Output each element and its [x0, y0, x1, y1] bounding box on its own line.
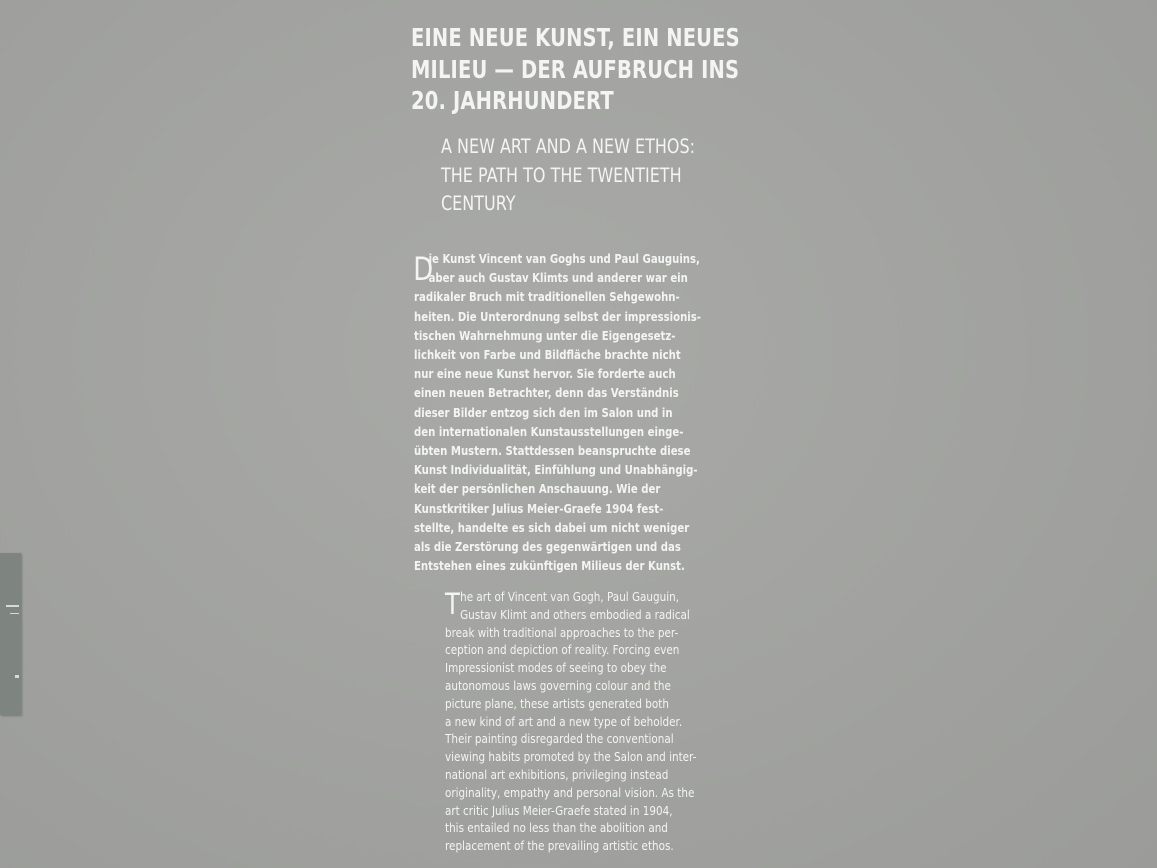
title-line: 20. JAHRHUNDERT: [411, 86, 614, 115]
english-line: break with traditional approaches to the per-: [445, 624, 679, 640]
german-line: Entstehen eines zukünftigen Milieus der Kunst.: [414, 558, 685, 574]
german-dropcap: D: [413, 250, 434, 288]
panel-text-mark: [6, 605, 19, 607]
english-dropcap: T: [445, 587, 460, 621]
english-line: national art exhibitions, privileging instead: [445, 766, 669, 782]
german-paragraph: [414, 249, 730, 575]
english-line: a new kind of art and a new type of beholder.: [445, 713, 683, 729]
german-line: Kunstkritiker Julius Meier-Graefe 1904 fest-: [414, 500, 664, 516]
title-line: EINE NEUE KUNST, EIN NEUES: [411, 23, 740, 52]
german-line: keit der persönlichen Anschauung. Wie der: [414, 481, 661, 497]
german-line: dieser Bilder entzog sich den im Salon und in: [414, 404, 673, 420]
panel-text-mark: [15, 675, 19, 678]
english-line: replacement of the prevailing artistic ethos.: [445, 838, 674, 854]
german-line: nur eine neue Kunst hervor. Sie forderte auch: [414, 366, 676, 382]
english-paragraph: [445, 588, 747, 855]
english-line: he art of Vincent van Gogh, Paul Gauguin,: [460, 589, 680, 604]
english-line: originality, empathy and personal vision. As the: [445, 784, 695, 800]
subtitle-line: A NEW ART AND A NEW ETHOS:: [441, 135, 696, 158]
subtitle-line: CENTURY: [441, 192, 516, 215]
german-line: aber auch Gustav Klimts und anderer war ein: [428, 270, 688, 286]
german-line: radikaler Bruch mit traditionellen Sehgewohn-: [414, 289, 680, 305]
german-line: stellte, handelte es sich dabei um nicht weniger: [414, 519, 690, 535]
side-info-panel: [0, 553, 21, 715]
english-line: ception and depiction of reality. Forcing even: [445, 642, 680, 658]
english-line: art critic Julius Meier-Graefe stated in 1904,: [445, 802, 673, 818]
german-line: den internationalen Kunstausstellungen einge-: [414, 423, 684, 439]
panel-text-mark: [10, 613, 19, 614]
german-line: einen neuen Betrachter, denn das Verständnis: [414, 385, 679, 401]
english-line: this entailed no less than the abolition and: [445, 820, 668, 836]
german-line: Kunst Individualität, Einfühlung und Unabhängig-: [414, 462, 698, 478]
exhibit-title: [411, 22, 739, 117]
english-line: picture plane, these artists generated both: [445, 695, 669, 711]
german-line: heiten. Die Unterordnung selbst der impressionis-: [414, 308, 701, 324]
english-line: viewing habits promoted by the Salon and inter-: [445, 749, 697, 765]
english-line: Impressionist modes of seeing to obey the: [445, 660, 667, 676]
german-line: lichkeit von Farbe und Bildfläche brachte nicht: [414, 347, 681, 363]
german-line: als die Zerstörung des gegenwärtigen und das: [414, 539, 681, 555]
exhibit-subtitle: [441, 133, 736, 219]
english-line: Gustav Klimt and others embodied a radical: [460, 606, 690, 622]
english-line: Their painting disregarded the conventional: [445, 731, 674, 747]
english-line: autonomous laws governing colour and the: [445, 677, 671, 693]
title-line: MILIEU — DER AUFBRUCH INS: [411, 54, 740, 84]
german-line: tischen Wahrnehmung unter die Eigengesetz-: [414, 327, 676, 343]
german-line: übten Mustern. Stattdessen beanspruchte diese: [414, 443, 691, 459]
german-line: ie Kunst Vincent van Goghs und Paul Gauguins,: [428, 251, 700, 266]
subtitle-line: THE PATH TO THE TWENTIETH: [441, 163, 682, 187]
